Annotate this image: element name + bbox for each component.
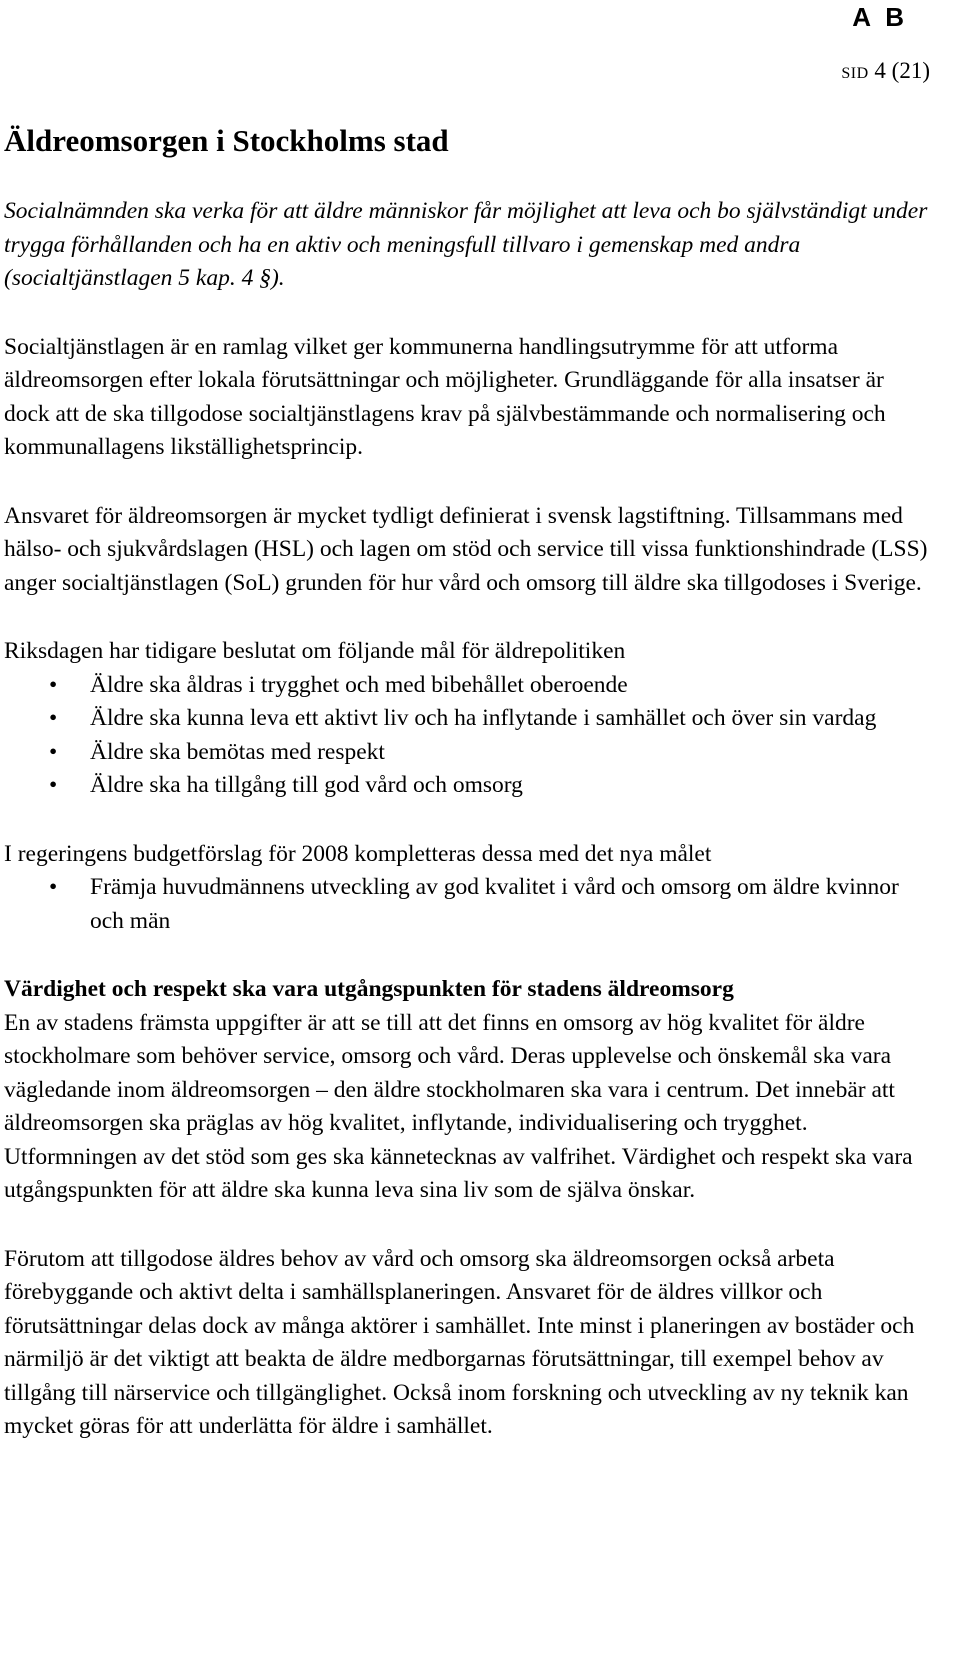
list-item-text: Främja huvudmännens utveckling av god kvalitet i vård och omsorg om äldre kvinnor och män — [90, 874, 899, 934]
budget-goals-list — [4, 871, 934, 938]
list-item-text: Äldre ska kunna leva ett aktivt liv och ha inflytande i samhället och över sin vardag — [90, 705, 877, 731]
bullet-icon: • — [49, 874, 58, 900]
organization-logo: A B — [852, 2, 908, 32]
document-page — [4, 0, 934, 1664]
goals-intro: Riksdagen har tidigare beslutat om följande mål för äldrepolitiken — [4, 638, 626, 664]
list-item — [4, 669, 934, 703]
budget-intro: I regeringens budgetförslag för 2008 kompletteras dessa med det nya målet — [4, 840, 712, 867]
bullet-icon: • — [49, 738, 58, 765]
bullet-icon: • — [49, 772, 58, 798]
page-prefix: SID — [841, 65, 869, 82]
list-item — [4, 736, 934, 770]
list-item — [4, 769, 934, 803]
page-number — [841, 58, 930, 84]
page-number-value: 4 (21) — [874, 58, 930, 83]
intro-paragraph: Socialnämnden ska verka för att äldre människor får möjlighet att leva och bo självständigt under trygga förhållanden och ha en aktiv och meningsfull tillvaro i gemenskap med andra (socialtjänstlagen 5 kap. 4 §). — [4, 198, 928, 291]
list-item — [4, 702, 934, 736]
list-item — [4, 871, 934, 938]
list-item-text: Äldre ska ha tillgång till god vård och omsorg — [90, 772, 523, 798]
page-title: Äldreomsorgen i Stockholms stad — [4, 123, 449, 158]
paragraph-vardighet: En av stadens främsta uppgifter är att se till att det finns en omsorg av hög kvalitet för äldre stockholmare som behöver service, omsorg och vård. Deras upplevelse och önskemål ska vara vägledande inom äldreomsorgen – den äldre stockholmaren ska vara i centrum. Det innebär att äldreomsorgen ska präglas av hög kvalitet, inflytande, individualisering och trygghet. Utformningen av det stöd som ges ska kännetecknas av valfrihet. Värdighet och respekt ska vara utgångspunkten för att äldre ska kunna leva sina liv som de själva önskar. — [4, 1009, 913, 1203]
document-body — [4, 121, 934, 1479]
section-heading: Värdighet och respekt ska vara utgångspunkten för stadens äldreomsorg — [4, 976, 734, 1002]
paragraph-forebyggande: Förutom att tillgodose äldres behov av vård och omsorg ska äldreomsorgen också arbeta förebyggande och aktivt delta i samhällsplaneringen. Ansvaret för de äldres villkor och förutsättningar delas dock av många aktörer i samhället. Inte minst i planeringen av bostäder och närmiljö är det viktigt att beakta de äldre medborgarnas förutsättningar, till exempel behov av tillgång till närservice och tillgänglighet. Också inom forskning och utveckling av ny teknik kan mycket göras för att underlätta för äldre i samhället. — [4, 1245, 915, 1439]
paragraph-ramlag: Socialtjänstlagen är en ramlag vilket ger kommunerna handlingsutrymme för att utforma äldreomsorgen efter lokala förutsättningar och möjligheter. Grundläggande för alla insatser är dock att de ska tillgodose socialtjänstlagens krav på självbestämmande och normalisering och kommunallagens likställighetsprincip. — [4, 333, 886, 460]
bullet-icon: • — [49, 705, 58, 731]
goals-list — [4, 669, 934, 803]
bullet-icon: • — [49, 671, 58, 698]
paragraph-ansvar: Ansvaret för äldreomsorgen är mycket tydligt definierat i svensk lagstiftning. Tillsammans med hälso- och sjukvårdslagen (HSL) och lagen om stöd och service till vissa funktionshindrade (LSS) anger socialtjänstlagen (SoL) grunden för hur vård och omsorg till äldre ska tillgodoses i Sverige. — [4, 502, 928, 596]
list-item-text: Äldre ska åldras i trygghet och med bibehållet oberoende — [90, 671, 628, 698]
list-item-text: Äldre ska bemötas med respekt — [90, 738, 385, 765]
